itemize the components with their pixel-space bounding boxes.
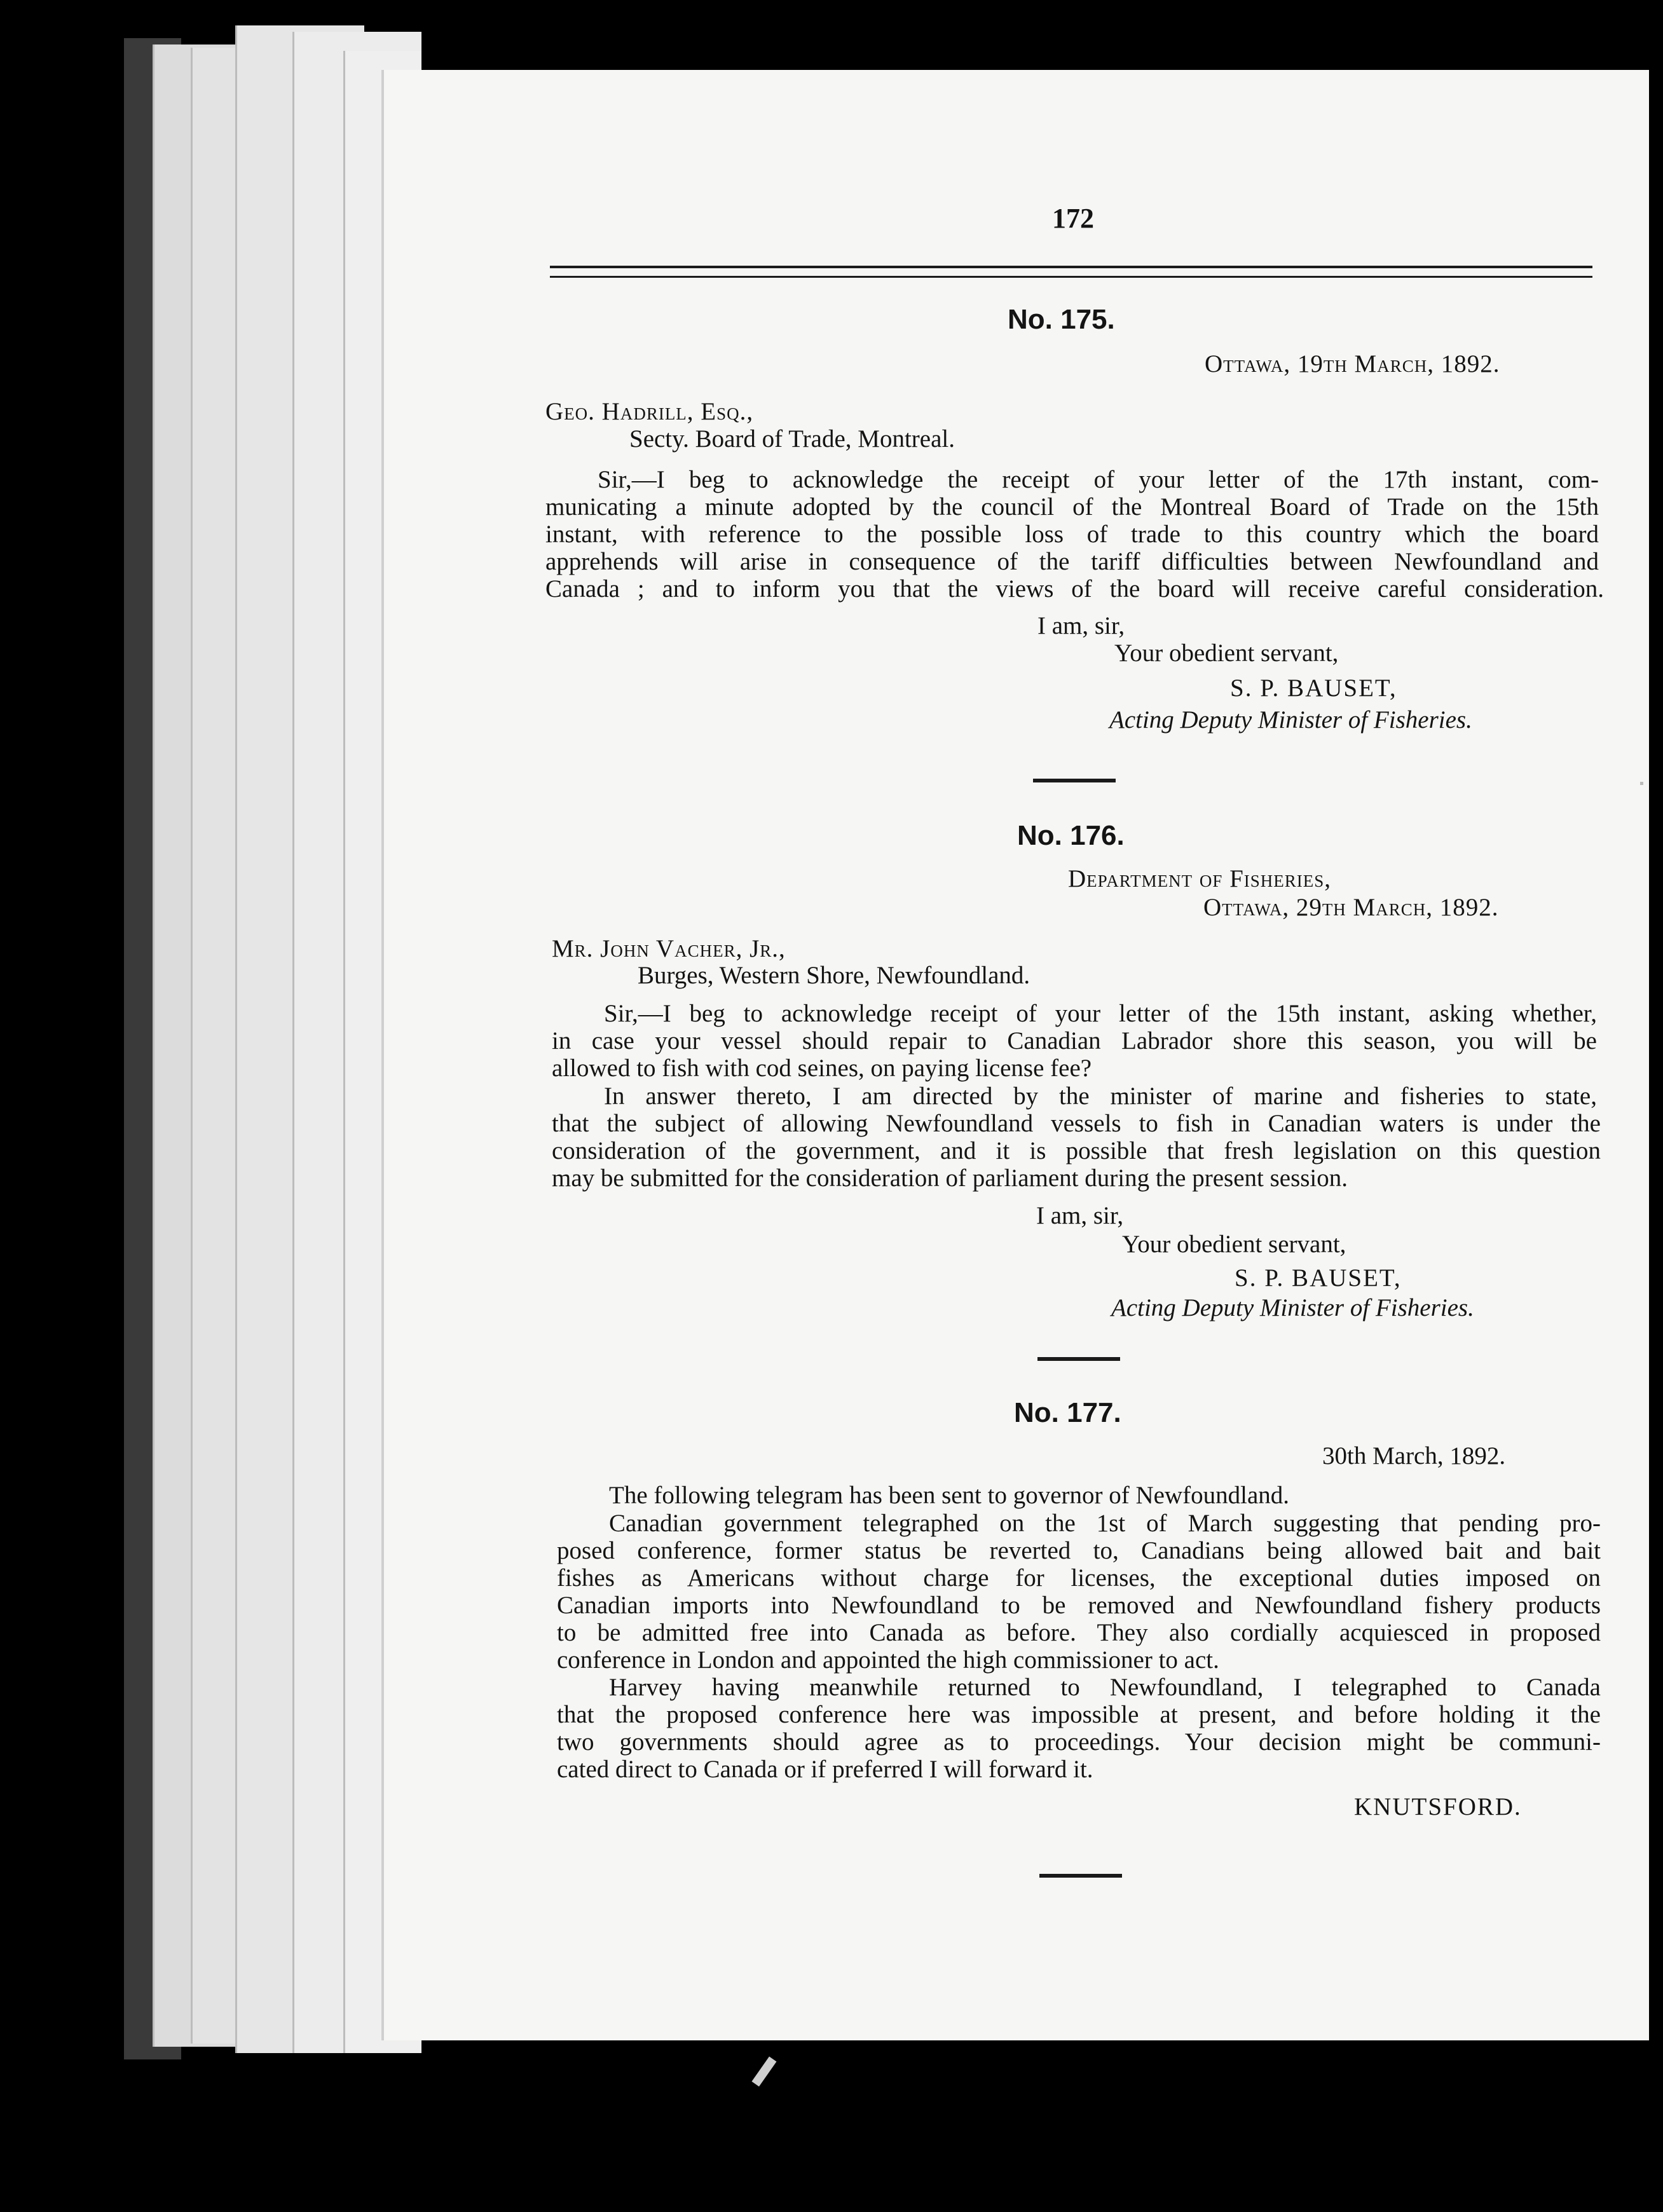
paragraph-line: fishes as Americans without charge for licenses, the exceptional duties imposed on (557, 1564, 1601, 1592)
letter-signature: S. P. BAUSET, (1235, 1264, 1402, 1292)
letter-place-date: Ottawa, 19th March, 1892. (1205, 350, 1500, 378)
letter-number: No. 177. (1014, 1397, 1121, 1428)
paragraph-line: consideration of the government, and it is possible that fresh legislation on this question (552, 1137, 1601, 1164)
paragraph-line: Harvey having meanwhile returned to Newfoundland, I telegraphed to Canada (609, 1674, 1601, 1701)
paragraph-line: The following telegram has been sent to governor of Newfoundland. (609, 1482, 1290, 1509)
paragraph-line: municating a minute adopted by the council of the Montreal Board of Trade on the 15th (545, 493, 1599, 521)
paragraph-line: cated direct to Canada or if preferred I will forward it. (557, 1756, 1093, 1783)
letter-signature: KNUTSFORD. (1354, 1793, 1522, 1820)
letter-signature: S. P. BAUSET, (1230, 674, 1397, 702)
header-rule-top (550, 266, 1592, 268)
letter-place-date: Ottawa, 29th March, 1892. (1203, 894, 1499, 921)
paragraph-line: Canadian imports into Newfoundland to be removed and Newfoundland fishery products (557, 1592, 1601, 1619)
page-number: 172 (1052, 203, 1094, 234)
paragraph-line: Sir,—I beg to acknowledge the receipt of your letter of the 17th instant, com- (598, 466, 1599, 493)
letter-addressee-title: Secty. Board of Trade, Montreal. (629, 425, 955, 453)
paragraph-line: two governments should agree as to proceedings. Your decision might be communi- (557, 1728, 1601, 1756)
paragraph-line: that the subject of allowing Newfoundland vessels to fish in Canadian waters is under the (552, 1110, 1601, 1137)
paragraph-line: may be submitted for the consideration of parliament during the present session. (552, 1164, 1348, 1192)
letter-closing: I am, sir, (1036, 1202, 1124, 1229)
section-separator (1039, 1874, 1122, 1878)
paragraph-line: that the proposed conference here was impossible at present, and before holding it the (557, 1701, 1601, 1728)
section-separator (1037, 1357, 1120, 1361)
letter-department: Department of Fisheries, (1068, 865, 1332, 892)
header-rule-bottom (550, 276, 1592, 278)
paragraph-line: Canada ; and to inform you that the views of the board will receive careful consideration. (545, 575, 1604, 603)
paragraph-line: conference in London and appointed the high commissioner to act. (557, 1646, 1219, 1674)
letter-closing: I am, sir, (1037, 612, 1125, 639)
letter-date: 30th March, 1892. (1322, 1442, 1506, 1470)
scan-mark (752, 2056, 777, 2086)
letter-signature-title: Acting Deputy Minister of Fisheries. (1111, 1294, 1474, 1321)
paragraph-line: posed conference, former status be reverted to, Canadians being allowed bait and bait (557, 1537, 1601, 1564)
paragraph-line: in case your vessel should repair to Canadian Labrador shore this season, you will be (552, 1027, 1597, 1055)
letter-number: No. 175. (1008, 304, 1115, 335)
letter-addressee-name: Geo. Hadrill, Esq., (545, 398, 754, 425)
paragraph-line: Canadian government telegraphed on the 1st of March suggesting that pending pro- (609, 1510, 1601, 1537)
letter-number: No. 176. (1017, 820, 1125, 851)
paragraph-line: Sir,—I beg to acknowledge receipt of your letter of the 15th instant, asking whether, (604, 1000, 1597, 1027)
section-separator (1033, 779, 1116, 782)
paragraph-line: apprehends will arise in consequence of the tariff difficulties between Newfoundland and (545, 548, 1599, 575)
scan-dot (1640, 782, 1643, 785)
letter-signature-title: Acting Deputy Minister of Fisheries. (1109, 706, 1472, 734)
letter-closing-servant: Your obedient servant, (1114, 639, 1339, 667)
paragraph-line: to be admitted free into Canada as before. They also cordially acquiesced in proposed (557, 1619, 1601, 1646)
letter-closing-servant: Your obedient servant, (1122, 1231, 1346, 1258)
letter-addressee-name: Mr. John Vacher, Jr., (552, 935, 786, 962)
letter-addressee-title: Burges, Western Shore, Newfoundland. (638, 962, 1030, 989)
paragraph-line: instant, with reference to the possible loss of trade to this country which the board (545, 521, 1599, 548)
paragraph-line: allowed to fish with cod seines, on paying license fee? (552, 1055, 1092, 1082)
paragraph-line: In answer thereto, I am directed by the minister of marine and fisheries to state, (604, 1082, 1597, 1110)
